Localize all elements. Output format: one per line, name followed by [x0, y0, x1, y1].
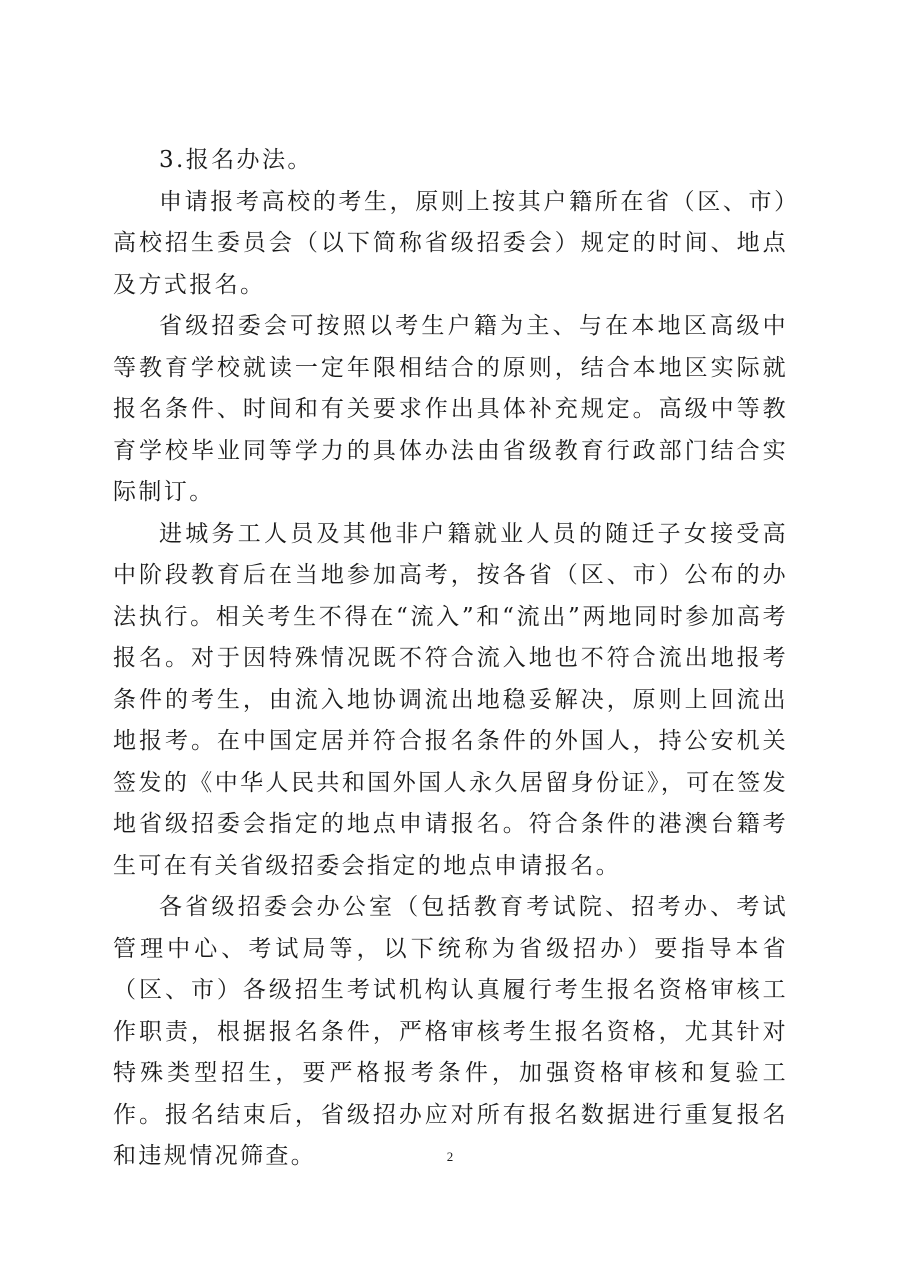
section-heading: 3.报名办法。	[159, 147, 313, 173]
document-body	[113, 140, 788, 1178]
paragraph-supplementary-rules: 省级招委会可按照以考生户籍为主、与在本地区高级中等教育学校就读一定年限相结合的原则，结合本地区实际就报名条件、时间和有关要求作出具体补充规定。高级中等教育学校毕业同等学力的具体办法由省级教育行政部门结合实际制订。	[113, 313, 788, 505]
page-number: 2	[446, 1149, 454, 1164]
paragraph-migrant-children: 进城务工人员及其他非户籍就业人员的随迁子女接受高中阶段教育后在当地参加高考，按各省（区、市）公布的办法执行。相关考生不得在“流入”和“流出”两地同时参加高考报名。对于因特殊情况既不符合流入地也不符合流出地报考条件的考生，由流入地协调流出地稳妥解决，原则上回流出地报考。在中国定居并符合报名条件的外国人，持公安机关签发的《中华人民共和国外国人永久居留身份证》，可在签发地省级招委会指定的地点申请报名。符合条件的港澳台籍考生可在有关省级招委会指定的地点申请报名。	[113, 520, 788, 879]
paragraph-qualification-review: 各省级招委会办公室（包括教育考试院、招考办、考试管理中心、考试局等，以下统称为省级招办）要指导本省（区、市）各级招生考试机构认真履行考生报名资格审核工作职责，根据报名条件，严格审核考生报名资格，尤其针对特殊类型招生，要严格报考条件，加强资格审核和复验工作。报名结束后，省级招办应对所有报名数据进行重复报名和违规情况筛查。	[113, 894, 788, 1169]
paragraph-registration-location: 申请报考高校的考生，原则上按其户籍所在省（区、市）高校招生委员会（以下简称省级招委会）规定的时间、地点及方式报名。	[113, 188, 788, 298]
